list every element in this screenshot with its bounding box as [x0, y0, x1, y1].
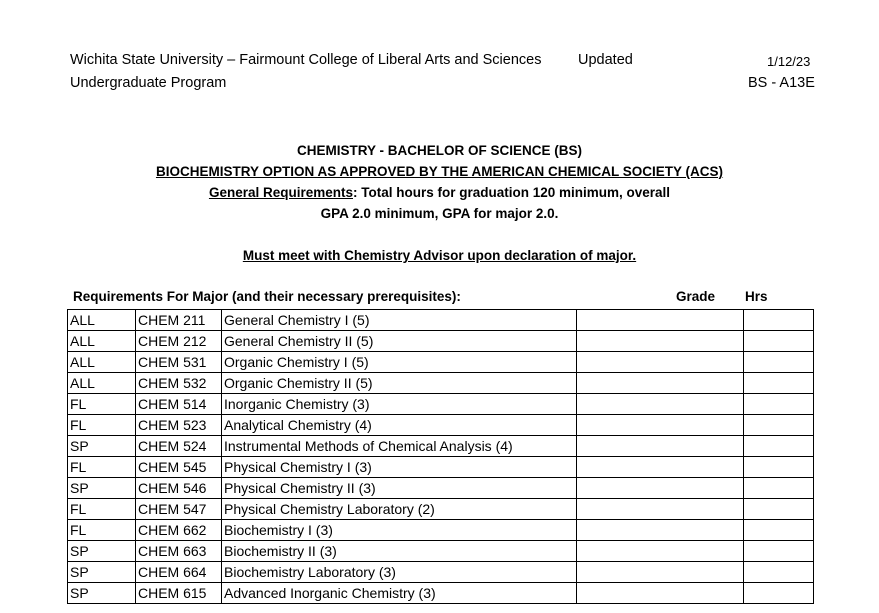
hrs-cell[interactable] [744, 562, 814, 583]
course-cell: CHEM 664 [136, 562, 222, 583]
hrs-cell[interactable] [744, 583, 814, 604]
course-cell: CHEM 514 [136, 394, 222, 415]
advisor-notice: Must meet with Chemistry Advisor upon declaration of major. [242, 248, 637, 263]
grade-cell[interactable] [577, 562, 744, 583]
term-cell: SP [68, 478, 136, 499]
requirements-heading: Requirements For Major (and their necessary prerequisites): [73, 289, 461, 304]
advisor-notice-block [0, 245, 879, 266]
course-cell: CHEM 546 [136, 478, 222, 499]
term-cell: FL [68, 394, 136, 415]
course-cell: CHEM 524 [136, 436, 222, 457]
degree-title: CHEMISTRY - BACHELOR OF SCIENCE (BS) [296, 143, 582, 158]
term-cell: ALL [68, 310, 136, 331]
term-cell: FL [68, 457, 136, 478]
course-cell: CHEM 532 [136, 373, 222, 394]
course-title-cell: Organic Chemistry I (5) [222, 352, 577, 373]
course-title-cell: Physical Chemistry I (3) [222, 457, 577, 478]
course-title-cell: General Chemistry I (5) [222, 310, 577, 331]
term-cell: ALL [68, 352, 136, 373]
hrs-cell[interactable] [744, 394, 814, 415]
table-row [68, 352, 814, 373]
course-cell: CHEM 545 [136, 457, 222, 478]
term-cell: SP [68, 583, 136, 604]
term-cell: FL [68, 499, 136, 520]
grade-cell[interactable] [577, 541, 744, 562]
course-cell: CHEM 663 [136, 541, 222, 562]
table-row [68, 310, 814, 331]
course-title-cell: Biochemistry II (3) [222, 541, 577, 562]
course-cell: CHEM 523 [136, 415, 222, 436]
requirements-table [67, 309, 814, 604]
grade-cell[interactable] [577, 394, 744, 415]
general-requirements-text: : Total hours for graduation 120 minimum, overall [353, 185, 671, 200]
term-cell: ALL [68, 331, 136, 352]
institution-name: Wichita State University – Fairmount College of Liberal Arts and Sciences [70, 52, 542, 68]
table-row [68, 499, 814, 520]
table-row [68, 478, 814, 499]
hrs-column-label: Hrs [745, 289, 768, 304]
table-row [68, 415, 814, 436]
course-title-cell: Physical Chemistry Laboratory (2) [222, 499, 577, 520]
table-row [68, 520, 814, 541]
term-cell: SP [68, 541, 136, 562]
course-title-cell: Instrumental Methods of Chemical Analysis (4) [222, 436, 577, 457]
course-cell: CHEM 547 [136, 499, 222, 520]
hrs-cell[interactable] [744, 310, 814, 331]
hrs-cell[interactable] [744, 352, 814, 373]
term-cell: FL [68, 415, 136, 436]
updated-label: Updated [578, 52, 633, 68]
hrs-cell[interactable] [744, 541, 814, 562]
table-row [68, 562, 814, 583]
term-cell: FL [68, 520, 136, 541]
updated-date: 1/12/23 [767, 54, 811, 69]
grade-cell[interactable] [577, 415, 744, 436]
grade-cell[interactable] [577, 310, 744, 331]
course-cell: CHEM 615 [136, 583, 222, 604]
option-title [0, 161, 879, 182]
table-row [68, 373, 814, 394]
program-code: BS - A13E [748, 75, 815, 91]
course-title-cell: Biochemistry I (3) [222, 520, 577, 541]
general-requirements [0, 182, 879, 203]
course-title-cell: Advanced Inorganic Chemistry (3) [222, 583, 577, 604]
course-cell: CHEM 662 [136, 520, 222, 541]
grade-cell[interactable] [577, 583, 744, 604]
grade-cell[interactable] [577, 520, 744, 541]
hrs-cell[interactable] [744, 415, 814, 436]
course-title-cell: Inorganic Chemistry (3) [222, 394, 577, 415]
course-cell: CHEM 212 [136, 331, 222, 352]
table-row [68, 583, 814, 604]
table-row [68, 541, 814, 562]
table-row [68, 457, 814, 478]
grade-cell[interactable] [577, 436, 744, 457]
course-title-cell: Analytical Chemistry (4) [222, 415, 577, 436]
grade-cell[interactable] [577, 373, 744, 394]
table-row [68, 436, 814, 457]
general-requirements-label: General Requirements [208, 185, 353, 200]
hrs-cell[interactable] [744, 457, 814, 478]
grade-cell[interactable] [577, 352, 744, 373]
hrs-cell[interactable] [744, 499, 814, 520]
term-cell: SP [68, 436, 136, 457]
table-row [68, 331, 814, 352]
grade-cell[interactable] [577, 499, 744, 520]
program-name: Undergraduate Program [70, 75, 227, 91]
gpa-requirements: GPA 2.0 minimum, GPA for major 2.0. [320, 206, 559, 221]
course-cell: CHEM 211 [136, 310, 222, 331]
term-cell: ALL [68, 373, 136, 394]
course-title-cell: Physical Chemistry II (3) [222, 478, 577, 499]
term-cell: SP [68, 562, 136, 583]
hrs-cell[interactable] [744, 331, 814, 352]
hrs-cell[interactable] [744, 436, 814, 457]
hrs-cell[interactable] [744, 373, 814, 394]
grade-cell[interactable] [577, 478, 744, 499]
course-cell: CHEM 531 [136, 352, 222, 373]
hrs-cell[interactable] [744, 520, 814, 541]
grade-cell[interactable] [577, 331, 744, 352]
course-title-cell: General Chemistry II (5) [222, 331, 577, 352]
grade-column-label: Grade [676, 289, 716, 304]
option-title-text: BIOCHEMISTRY OPTION AS APPROVED BY THE AMERICAN CHEMICAL SOCIETY (ACS) [155, 164, 724, 179]
grade-cell[interactable] [577, 457, 744, 478]
title-block [0, 140, 879, 224]
hrs-cell[interactable] [744, 478, 814, 499]
course-title-cell: Biochemistry Laboratory (3) [222, 562, 577, 583]
table-row [68, 394, 814, 415]
course-title-cell: Organic Chemistry II (5) [222, 373, 577, 394]
